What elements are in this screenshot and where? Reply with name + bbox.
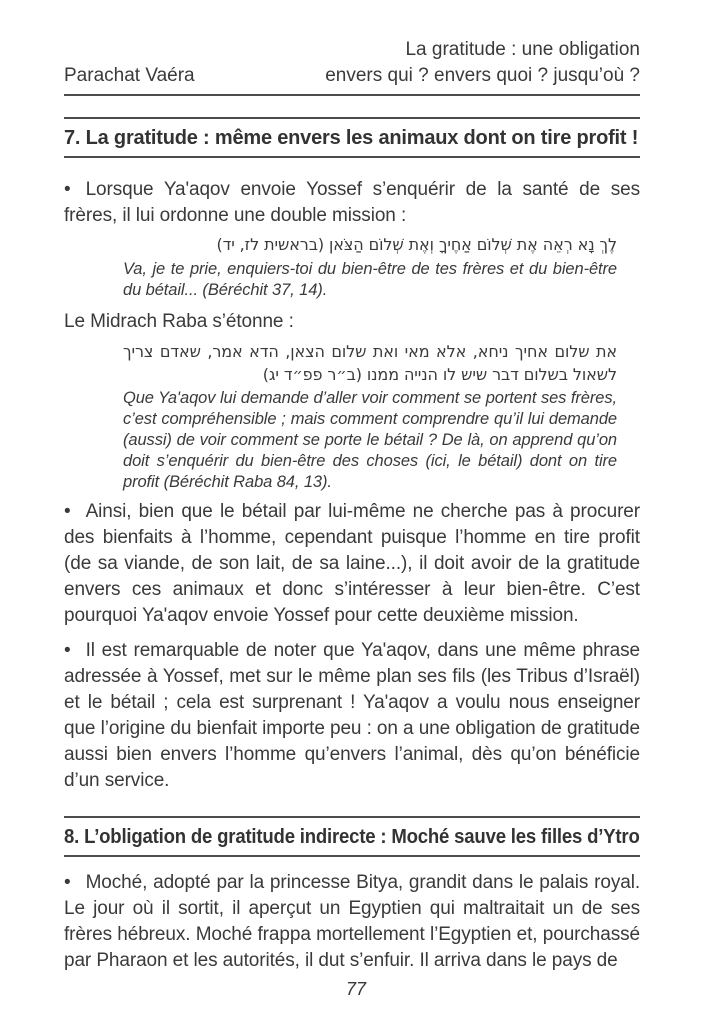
hebrew-midrach-quote: את שלום אחיך ניחא, אלא מאי ואת שלום הצאן, הדא אמר, שאדם צריך לשאול בשלום דבר שיש לו הנייה ממנו (ב״ר פפ״ד יג) — [123, 342, 617, 384]
paragraph-ainsi — [64, 499, 640, 629]
section-7-heading — [64, 117, 640, 158]
bullet-icon: • — [64, 640, 71, 661]
bullet-icon: • — [64, 179, 71, 200]
paragraph-midrach-intro: Le Midrach Raba s’étonne : — [64, 311, 294, 332]
paragraph-yaaqov-mission — [64, 177, 640, 229]
hebrew-verse-quote: לֶךְ נָא רְאֵה אֶת שְׁלוֹם אַחֶיךָ וְאֶת שְׁלוֹם הַצֹּאן (בראשית לז, יד) — [216, 235, 617, 254]
page-number: 77 — [345, 979, 367, 999]
header-parasha-name: Parachat Vaéra — [64, 65, 195, 86]
header-second-line — [64, 64, 640, 96]
header-chapter-title: La gratitude : une obligation — [405, 39, 640, 60]
paragraph-text: Moché, adopté par la princesse Bitya, grandit dans le palais royal. Le jour où il sortit, il aperçut un Egyptien qui maltraitait un de ses frères hébreux. Moché frappa mortellement l’Egyptien et, pourchassé par Pharaon et les autorités, il dut s’enfuir. Il arriva dans le pays de — [64, 872, 640, 971]
paragraph-text: Lorsque Ya'aqov envoie Yossef s’enquérir de la santé de ses frères, il lui ordonne une double mission : — [64, 179, 640, 226]
running-header — [64, 38, 640, 96]
section-7 — [64, 117, 640, 794]
section-8-heading-text: 8. L’obligation de gratitude indirecte : Moché sauve les filles d’Ytro — [64, 826, 640, 848]
paragraph-remarquable — [64, 638, 640, 794]
bullet-icon: • — [64, 872, 71, 893]
header-chapter-subtitle: envers qui ? envers quoi ? jusqu’où ? — [325, 65, 640, 86]
midrach-translation: Que Ya'aqov lui demande d’aller voir comment se portent ses frères, c’est compréhensible ; mais comment comprendre qu’il lui demande (aussi) de voir comment se porte le bétail ? De là, on apprend qu’on doit s’enquérir du bien-être des choses (ici, le bétail) dont on tire profit (Béréchit Raba 84, 13). — [123, 389, 617, 491]
bullet-icon: • — [64, 501, 71, 522]
paragraph-text: Ainsi, bien que le bétail par lui-même ne cherche pas à procurer des bienfaits à l’homme, cependant puisque l’homme en tire profit (de sa viande, de son lait, de sa laine...), il doit avoir de la gratitude envers ces animaux et donc s’intéresser à leur bien-être. C’est pourquoi Ya'aqov envoie Yossef pour cette deuxième mission. — [64, 501, 640, 626]
section-8-heading — [64, 816, 640, 857]
paragraph-text: Il est remarquable de noter que Ya'aqov, dans une même phrase adressée à Yossef, met sur le même plan ses fils (les Tribus d’Israël) et le bétail ; cela est surprenant ! Ya'aqov a voulu nous enseigner que l’origine du bienfait importe peu : on a une obligation de gratitude aussi bien envers l’homme qu’envers l’animal, dès qu’on bénéficie d’un service. — [64, 640, 640, 791]
verse-translation: Va, je te prie, enquiers-toi du bien-être de tes frères et du bien-être du bétail... (Béréchit 37, 14). — [123, 260, 617, 299]
section-8 — [64, 816, 640, 974]
paragraph-moche-palais — [64, 870, 640, 974]
section-7-heading-text: 7. La gratitude : même envers les animaux dont on tire profit ! — [64, 127, 639, 149]
